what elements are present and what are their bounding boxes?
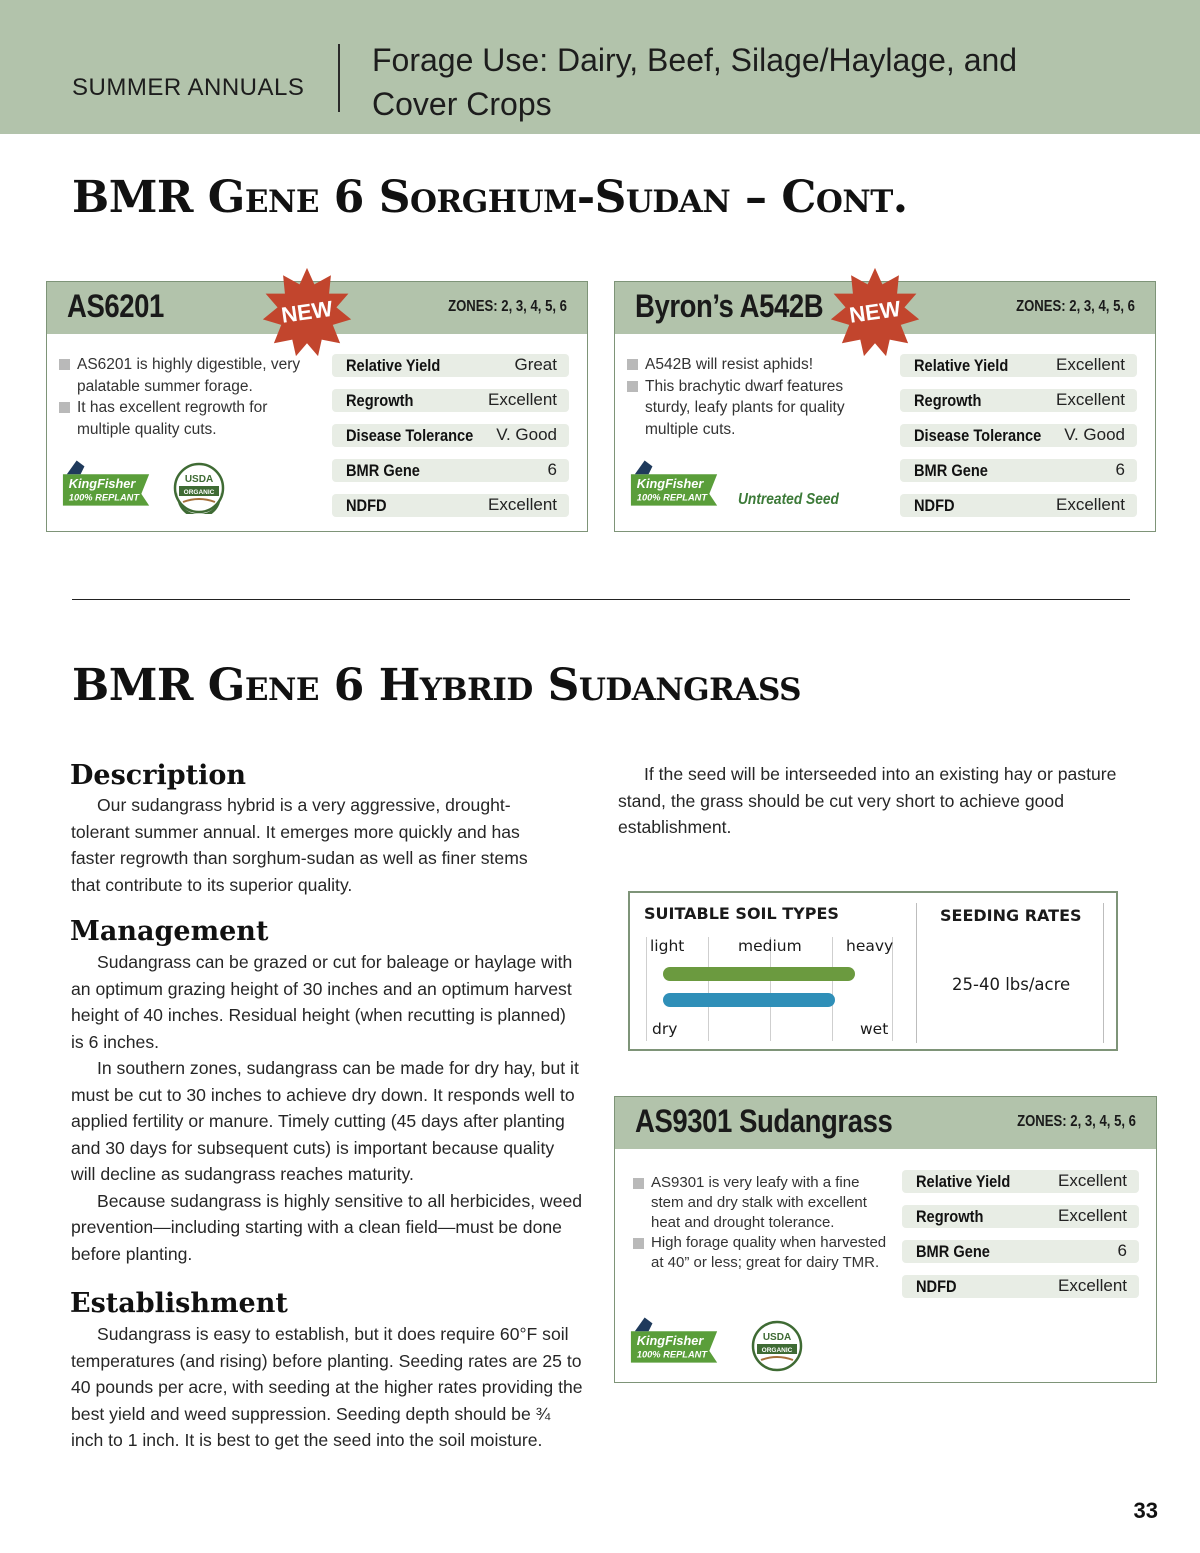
management-heading: Management [70,916,269,947]
stats-table [902,1170,1139,1310]
product-name: AS6201 [67,288,164,324]
stat-bmr-gene [900,459,1137,482]
stat-label: Relative Yield [916,1172,1011,1191]
description-paragraph: Our sudangrass hybrid is a very aggressive, drought-tolerant summer annual. It emerges more quickly and has faster regrowth than sorghum-sudan as well as finer stems that contribute to its superior quality. [71,795,528,895]
stat-value: Excellent [1058,1171,1127,1190]
new-badge-label: NEW [847,295,903,328]
zones: ZONES: 2, 3, 4, 5, 6 [1016,298,1135,315]
stat-value: Excellent [1056,390,1125,409]
stat-label: Relative Yield [914,356,1009,375]
svg-text:100% REPLANT: 100% REPLANT [636,1349,708,1360]
stat-label: Regrowth [914,391,982,410]
svg-text:ORGANIC: ORGANIC [183,489,215,496]
section-title-hybrid-sudangrass: BMR Gene 6 Hybrid Sudangrass [72,660,802,711]
establishment-heading: Establishment [70,1288,288,1319]
stats-table [332,354,569,529]
interseed-text [618,761,1128,841]
stat-label: Disease Tolerance [914,426,1042,445]
soil-types-chart [628,891,1118,1051]
svg-text:KingFisher: KingFisher [636,475,704,491]
page-number: 33 [1133,1498,1158,1523]
soil-label-heavy: heavy [846,937,894,955]
product-card-as9301 [614,1096,1157,1383]
stat-regrowth [332,389,569,412]
feature-item: This brachytic dwarf features sturdy, leafy plants for quality multiple cuts. [625,376,890,441]
stat-value: Excellent [488,390,557,409]
product-name: AS9301 Sudangrass [635,1103,893,1139]
svg-text:USDA: USDA [762,1332,792,1343]
soil-label-dry: dry [652,1020,678,1038]
stat-label: BMR Gene [914,461,988,480]
description-text [71,792,561,898]
stat-value: V. Good [1064,425,1125,444]
product-name: Byron’s A542B [635,288,824,324]
section-title-sorghum-sudan: BMR Gene 6 Sorghum-Sudan – Cont. [72,172,908,223]
kingfisher-replant-logo-icon [59,458,157,514]
establishment-text [71,1321,583,1454]
stat-relative-yield [900,354,1137,377]
soil-moisture-bar [663,993,835,1007]
svg-text:KingFisher: KingFisher [636,1332,704,1348]
seeding-rate-value: 25-40 lbs/acre [952,975,1071,994]
zones: ZONES: 2, 3, 4, 5, 6 [448,298,567,315]
stat-ndfd [900,494,1137,517]
header-divider [338,44,340,112]
feature-item: High forage quality when harvested at 40” or less; great for dairy TMR. [631,1233,887,1273]
soil-grid-line [708,937,709,1041]
soil-grid-line [916,903,917,1043]
stat-label: Regrowth [916,1207,984,1226]
feature-list [631,1173,887,1273]
stat-value: Excellent [1058,1206,1127,1225]
stat-label: NDFD [346,496,387,515]
stat-value: 6 [547,460,557,479]
svg-text:100% REPLANT: 100% REPLANT [68,492,140,503]
product-card-as6201 [46,281,588,532]
stat-value: Excellent [1058,1276,1127,1295]
stat-value: Excellent [1056,495,1125,514]
product-card-a542b [614,281,1156,532]
management-paragraph: Sudangrass can be grazed or cut for baleage or haylage with an optimum grazing height of 30 inches and an optimum harvest height of 40 inches. Residual height (when recutting is planned) is 6 inches. [71,952,573,1052]
usda-organic-seal-icon [173,462,225,514]
stat-label: BMR Gene [346,461,420,480]
feature-item: AS9301 is very leafy with a fine stem and dry stalk with excellent heat and drought tolerance. [631,1173,887,1233]
stat-label: NDFD [914,496,955,515]
description-heading: Description [70,760,246,791]
stat-value: Excellent [1056,355,1125,374]
stat-regrowth [902,1205,1139,1228]
establishment-paragraph: Sudangrass is easy to establish, but it does require 60°F soil temperatures (and rising) before planting. Seeding rates are 25 to 40 pounds per acre, with seeding at the higher rates providing the best yield and weed suppression. Seeding depth should be ¾ inch to 1 inch. It is best to get the seed into the soil moisture. [71,1324,583,1450]
stat-value: V. Good [496,425,557,444]
soil-label-medium: medium [738,937,802,955]
feature-list [57,354,322,440]
stat-bmr-gene [902,1240,1139,1263]
interseed-paragraph: If the seed will be interseeded into an existing hay or pasture stand, the grass should be cut very short to achieve good establishment. [618,764,1117,837]
feature-item: A542B will resist aphids! [625,354,890,376]
stat-label: Relative Yield [346,356,441,375]
soil-grid-line [832,937,833,1041]
new-badge-icon [261,266,353,358]
soil-texture-bar [663,967,855,981]
section-label: SUMMER ANNUALS [72,74,305,101]
stat-disease-tolerance [332,424,569,447]
stat-regrowth [900,389,1137,412]
kingfisher-replant-logo-icon [627,1315,725,1371]
stat-bmr-gene [332,459,569,482]
stat-label: NDFD [916,1277,957,1296]
management-paragraph: In southern zones, sudangrass can be made for dry hay, but it must be cut to 30 inches to achieve dry down. It responds well to applied fertility or manure. Timely cutting (45 days after planting and 30 days for subsequent cuts) is important because quality will decline as sudangrass reaches maturity. [71,1058,579,1184]
stat-relative-yield [902,1170,1139,1193]
feature-item: AS6201 is highly digestible, very palatable summer forage. [57,354,322,397]
stats-table [900,354,1137,529]
svg-text:ORGANIC: ORGANIC [761,1347,793,1354]
feature-list [625,354,890,440]
management-text [71,949,583,1267]
soil-grid-line [646,937,647,1041]
untreated-seed-note: Untreated Seed [738,491,839,508]
stat-label: BMR Gene [916,1242,990,1261]
seeding-rates-title: SEEDING RATES [940,906,1082,925]
stat-disease-tolerance [900,424,1137,447]
stat-value: 6 [1115,460,1125,479]
soil-types-title: SUITABLE SOIL TYPES [644,904,839,923]
stat-ndfd [332,494,569,517]
soil-grid-line [1103,903,1104,1043]
section-divider [72,599,1130,600]
new-badge-label: NEW [279,295,335,328]
new-badge-icon [829,266,921,358]
forage-use-line-2: Cover Crops [372,86,552,122]
svg-text:KingFisher: KingFisher [68,475,136,491]
stat-ndfd [902,1275,1139,1298]
svg-text:100% REPLANT: 100% REPLANT [636,492,708,503]
kingfisher-replant-logo-icon [627,458,725,514]
svg-text:USDA: USDA [184,474,214,485]
forage-use-heading [372,38,1017,126]
stat-label: Regrowth [346,391,414,410]
management-paragraph: Because sudangrass is highly sensitive to all herbicides, weed prevention—including starting with a clean field—must be done before planting. [71,1190,583,1264]
feature-item: It has excellent regrowth for multiple quality cuts. [57,397,322,440]
stat-value: 6 [1117,1241,1127,1260]
soil-label-wet: wet [860,1020,889,1038]
stat-label: Disease Tolerance [346,426,474,445]
stat-relative-yield [332,354,569,377]
stat-value: Great [514,355,557,374]
soil-label-light: light [650,937,685,955]
stat-value: Excellent [488,495,557,514]
usda-organic-seal-icon [751,1320,803,1372]
zones: ZONES: 2, 3, 4, 5, 6 [1017,1113,1136,1130]
header-band [0,0,1200,134]
forage-use-line-1: Forage Use: Dairy, Beef, Silage/Haylage, and [372,42,1018,78]
